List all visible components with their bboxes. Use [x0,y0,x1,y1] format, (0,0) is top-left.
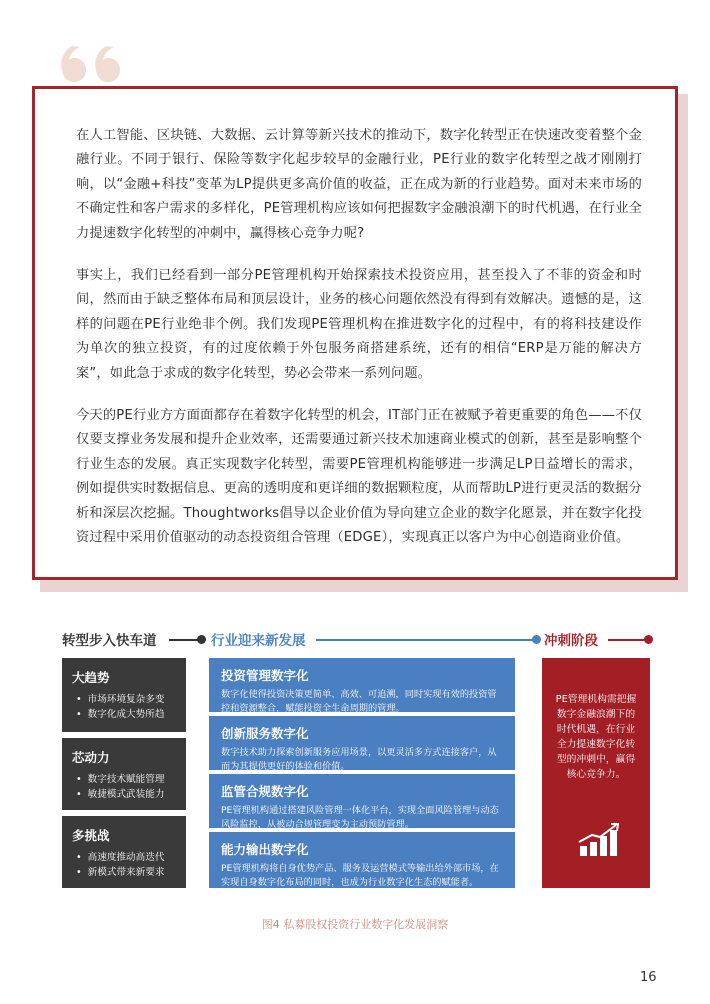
driver-card-item: • 敏捷模式武装能力 [76,787,176,802]
capability-output-title: 能力输出数字化 [221,842,309,857]
stage-connector-3 [608,639,646,641]
digital-development-figure [62,626,652,896]
compliance-desc: PE管理机构通过搭建风险管理一体化平台，实现全面风险管理与动态风险监控，从被动合规管理变为主动预防管理。 [221,805,499,830]
driver-card-item: • 数字技术赋能管理 [76,772,176,787]
trend-card-item: • 市场环境复杂多变 [76,692,176,707]
page-number: 16 [640,970,657,985]
stage-label-2: 行业迎来新发展 [211,633,306,649]
compliance-title: 监管合规数字化 [221,784,309,799]
trend-card-item: • 数字化成大势所趋 [76,707,176,722]
capability-output-card [209,832,515,888]
stage-dot-2 [532,635,541,644]
compliance-card [209,774,515,828]
figure-caption: 图4 私募股权投资行业数字化发展洞察 [261,918,449,931]
sprint-card [542,658,650,888]
capability-output-desc: PE管理机构将自身优势产品、服务及运营模式等输出给外部市场，在实现自身数字化布局的同时，也成为行业数字化生态的赋能者。 [221,863,499,888]
trend-card [62,658,186,732]
investment-management-card [209,658,515,712]
stage-label-3: 冲刺阶段 [544,633,598,649]
driver-card-title: 芯动力 [72,750,110,765]
trend-card-title: 大趋势 [72,670,110,685]
innovation-service-card [209,716,515,770]
quote-text [76,124,642,569]
growth-chart-icon [578,822,622,858]
challenge-card [62,816,186,888]
driver-card [62,738,186,810]
innovation-service-title: 创新服务数字化 [221,726,309,741]
stage-timeline [62,626,652,650]
investment-management-title: 投资管理数字化 [221,668,309,683]
stage-label-1: 转型步入快车道 [62,633,157,649]
quote-mark-icon [58,40,130,112]
challenge-card-item: • 高速度推动高迭代 [76,850,176,865]
stage-dot-3 [644,635,653,644]
challenge-card-item: • 新模式带来新要求 [76,865,176,880]
quote-paragraph-3: 今天的PE行业方方面面都存在着数字化转型的机会，IT部门正在被赋予着更重要的角色——不仅仅要支撑业务发展和提升企业效率，还需要通过新兴技术加速商业模式的创新，甚至是影响整个行业生态的发展。真正实现数字化转型，需要PE管理机构能够进一步满足LP日益增长的需求，例如提供实时数据信息、更高的透明度和更详细的数据颗粒度，从而帮助LP进行更灵活的数据分析和深层次挖掘。Thoughtworks倡导以企业价值为导向建立企业的数字化愿景，并在数字化投资过程中采用价值驱动的动态投资组合管理（EDGE），实现真正以客户为中心创造商业价值。 [76,408,642,546]
investment-management-desc: 数字化使得投资决策更简单、高效、可追溯，同时实现有效的投资管控和资源整合，赋能投资全生命周期的管理。 [221,689,497,714]
quote-paragraph-2: 事实上，我们已经看到一部分PE管理机构开始探索技术投资应用，甚至投入了不菲的资金和时间，然而由于缺乏整体布局和顶层设计，业务的核心问题依然没有得到有效解决。遗憾的是，这样的问题在PE行业绝非个例。我们发现PE管理机构在推进数字化的过程中，有的将科技建设作为单次的独立投资，有的过度依赖于外包服务商搭建系统，还有的相信“ERP是万能的解决方案”，如此急于求成的数字化转型，势必会带来一系列问题。 [76,268,642,381]
stage-connector-2 [316,639,534,641]
quote-paragraph-1: 在人工智能、区块链、大数据、云计算等新兴技术的推动下，数字化转型正在快速改变着整个金融行业。不同于银行、保险等数字化起步较早的金融行业，PE行业的数字化转型之战才刚刚打响，以“金融+科技”变革为LP提供更多高价值的收益，正在成为新的行业趋势。面对未来市场的不确定性和客户需求的多样化，PE管理机构应该如何把握数字金融浪潮下的时代机遇，在行业全力提速数字化转型的冲刺中，赢得核心竞争力呢? [76,128,642,241]
sprint-card-text: PE管理机构需把握数字金融浪潮下的时代机遇，在行业全力提速数字化转型的冲刺中，赢得核心竞争力。 [555,694,637,780]
innovation-service-desc: 数字技术助力探索创新服务应用场景，以更灵活多方式连接客户，从而为其提供更好的体验和价值。 [221,747,497,772]
challenge-card-title: 多挑战 [72,828,110,843]
stage-connector-1 [169,639,199,641]
stage-dot-1 [197,635,206,644]
